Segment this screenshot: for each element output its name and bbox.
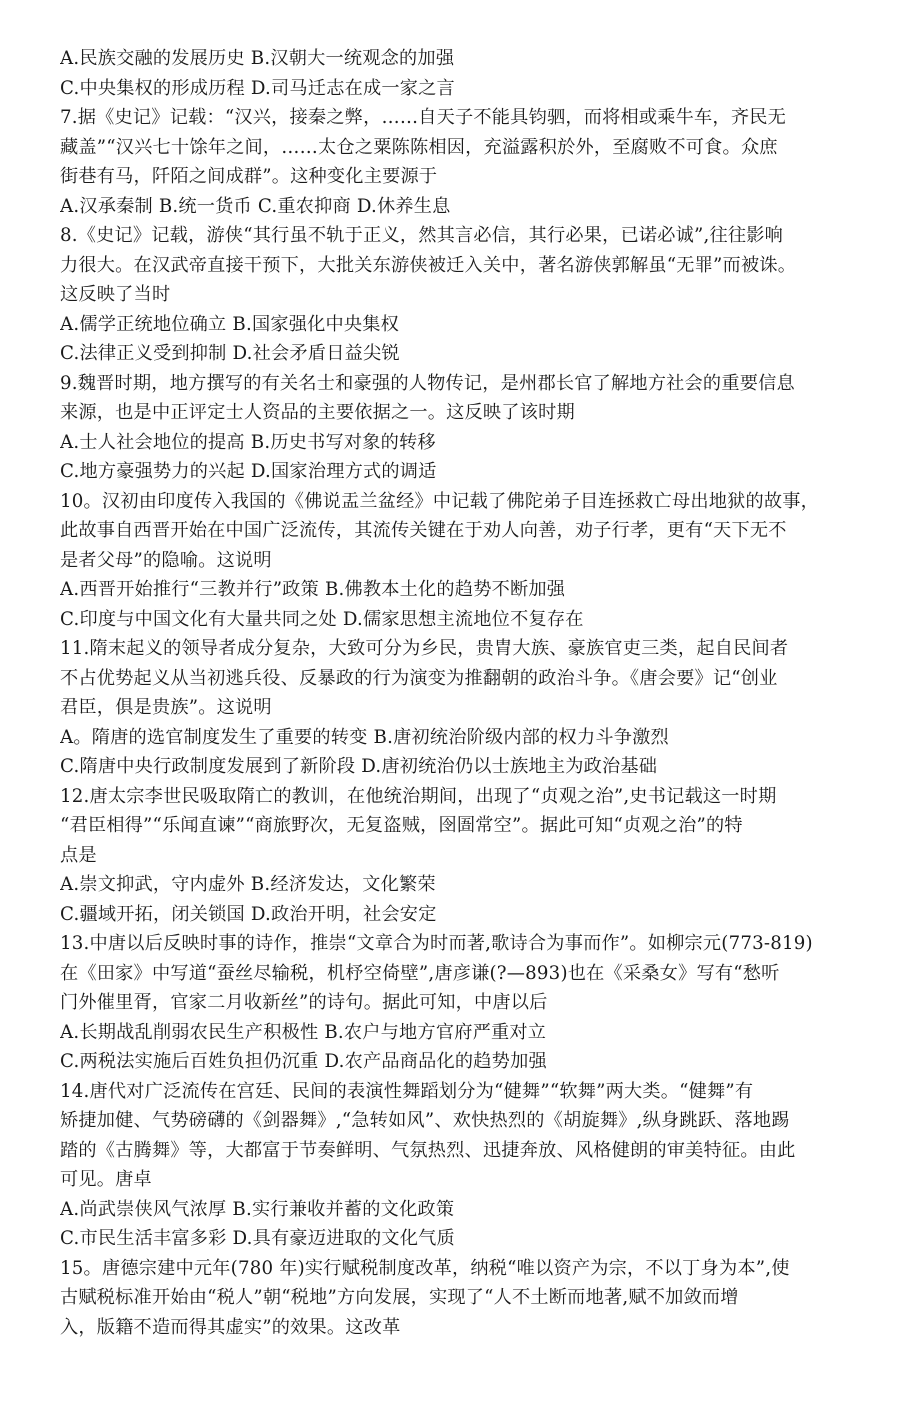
text-line: 力很大。在汉武帝直接干预下，大批关东游侠被迁入关中，著名游侠郭解虽“无罪”而被诛。 xyxy=(60,254,797,276)
text-line: A。隋唐的选官制度发生了重要的转变 B.唐初统治阶级内部的权力斗争激烈 xyxy=(60,726,669,748)
text-line: A.尚武崇侠风气浓厚 B.实行兼收并蓄的文化政策 xyxy=(60,1198,455,1220)
text-line: A.长期战乱削弱农民生产积极性 B.农户与地方官府严重对立 xyxy=(60,1021,547,1043)
text-line: 可见。唐卓 xyxy=(60,1169,152,1190)
text-line: 10。汉初由印度传入我国的《佛说盂兰盆经》中记载了佛陀弟子目连拯救亡母出地狱的故事， xyxy=(60,490,820,512)
text-line: 7.据《史记》记载：“汉兴，接秦之弊，……自天子不能具钧驷，而将相或乘牛车，齐民无 xyxy=(60,107,786,128)
text-line: A.崇文抑武，守内虚外 B.经济发达，文化繁荣 xyxy=(60,874,436,895)
text-line: A.士人社会地位的提高 B.历史书写对象的转移 xyxy=(60,431,436,453)
text-line: 这反映了当时 xyxy=(60,284,171,305)
exam-page xyxy=(60,44,860,1342)
text-line: 来源，也是中正评定士人资品的主要依据之一。这反映了该时期 xyxy=(60,402,575,423)
text-line: 门外催里胥，官家二月收新丝”的诗句。据此可知，中唐以后 xyxy=(60,992,548,1013)
text-line: A.西晋开始推行“三教并行”政策 B.佛教本土化的趋势不断加强 xyxy=(60,579,566,600)
text-line: C.市民生活丰富多彩 D.具有豪迈进取的文化气质 xyxy=(60,1228,455,1249)
text-line: 13.中唐以后反映时事的诗作，推崇“文章合为时而著,歌诗合为事而作”。如柳宗元(773-819) xyxy=(60,933,813,954)
text-line: 11.隋末起义的领导者成分复杂，大致可分为乡民，贵胄大族、豪族官吏三类，起自民间者 xyxy=(60,638,789,659)
text-line: C.地方豪强势力的兴起 D.国家治理方式的调适 xyxy=(60,461,437,482)
text-line: 不占优势起义从当初逃兵役、反暴政的行为演变为推翻朝的政治斗争。《唐会要》记“创业 xyxy=(60,667,778,689)
text-line: 点是 xyxy=(60,844,97,866)
text-line: A.儒学正统地位确立 B.国家强化中央集权 xyxy=(60,313,400,335)
text-line: 矫捷加健、气势磅礴的《剑器舞》,“急转如风”、欢快热烈的《胡旋舞》,纵身跳跃、落地踢 xyxy=(60,1110,790,1131)
text-line: 9.魏晋时期，地方撰写的有关名士和豪强的人物传记，是州郡长官了解地方社会的重要信息 xyxy=(60,372,795,394)
text-line: A.汉承秦制 B.统一货币 C.重农抑商 D.休养生息 xyxy=(60,195,451,217)
text-line: 在《田家》中写道“蚕丝尽输税，机杼空倚壁”,唐彦谦(?—893)也在《采桑女》写有“愁听 xyxy=(60,962,780,984)
text-line: 入，版籍不造而得其虚实”的效果。这改革 xyxy=(60,1316,401,1338)
text-line: C.印度与中国文化有大量共同之处 D.儒家思想主流地位不复存在 xyxy=(60,608,584,630)
text-line: 12.唐太宗李世民吸取隋亡的教训，在他统治期间，出现了“贞观之治”,史书记载这一时期 xyxy=(60,785,777,807)
text-line: C.中央集权的形成历程 D.司马迁志在成一家之言 xyxy=(60,77,455,99)
text-line: 君臣，俱是贵族”。这说明 xyxy=(60,697,272,718)
text-line: “君臣相得”“乐闻直谏”“商旅野次，无复盗贼，囹圄常空”。据此可知“贞观之治”的特 xyxy=(60,815,743,836)
text-line: 藏盖”“汉兴七十馀年之间，……太仓之粟陈陈相因，充溢露积於外，至腐败不可食。众庶 xyxy=(60,136,778,158)
text-line: 街巷有马，阡陌之间成群”。这种变化主要源于 xyxy=(60,166,438,187)
text-line: C.法律正义受到抑制 D.社会矛盾日益尖锐 xyxy=(60,343,400,364)
text-line: 古赋税标准开始由“税人”朝“税地”方向发展，实现了“人不土断而地著,赋不加敛而增 xyxy=(60,1287,739,1308)
text-line: 踏的《古腾舞》等，大都富于节奏鲜明、气氛热烈、迅捷奔放、风格健朗的审美特征。由此 xyxy=(60,1139,796,1161)
text-line: 15。唐德宗建中元年(780 年)实行赋税制度改革，纳税“唯以资产为宗，不以丁身为本”,使 xyxy=(60,1257,790,1279)
text-line: C.疆域开拓，闭关锁国 D.政治开明，社会安定 xyxy=(60,903,437,925)
text-line: C.隋唐中央行政制度发展到了新阶段 D.唐初统治仍以士族地主为政治基础 xyxy=(60,756,658,777)
text-line: 是者父母”的隐喻。这说明 xyxy=(60,549,272,571)
text-line: 8.《史记》记载，游侠“其行虽不轨于正义，然其言必信，其行必果，已诺必诚”,往往影响 xyxy=(60,225,784,246)
text-line: C.两税法实施后百姓负担仍沉重 D.农产品商品化的趋势加强 xyxy=(60,1051,547,1072)
text-line: 14.唐代对广泛流传在宫廷、民间的表演性舞蹈划分为“健舞”“软舞”两大类。“健舞”有 xyxy=(60,1080,754,1102)
text-line: 此故事自西晋开始在中国广泛流传，其流传关键在于劝人向善，劝子行孝，更有“天下无不 xyxy=(60,520,787,541)
text-line: A.民族交融的发展历史 B.汉朝大一统观念的加强 xyxy=(60,48,455,69)
